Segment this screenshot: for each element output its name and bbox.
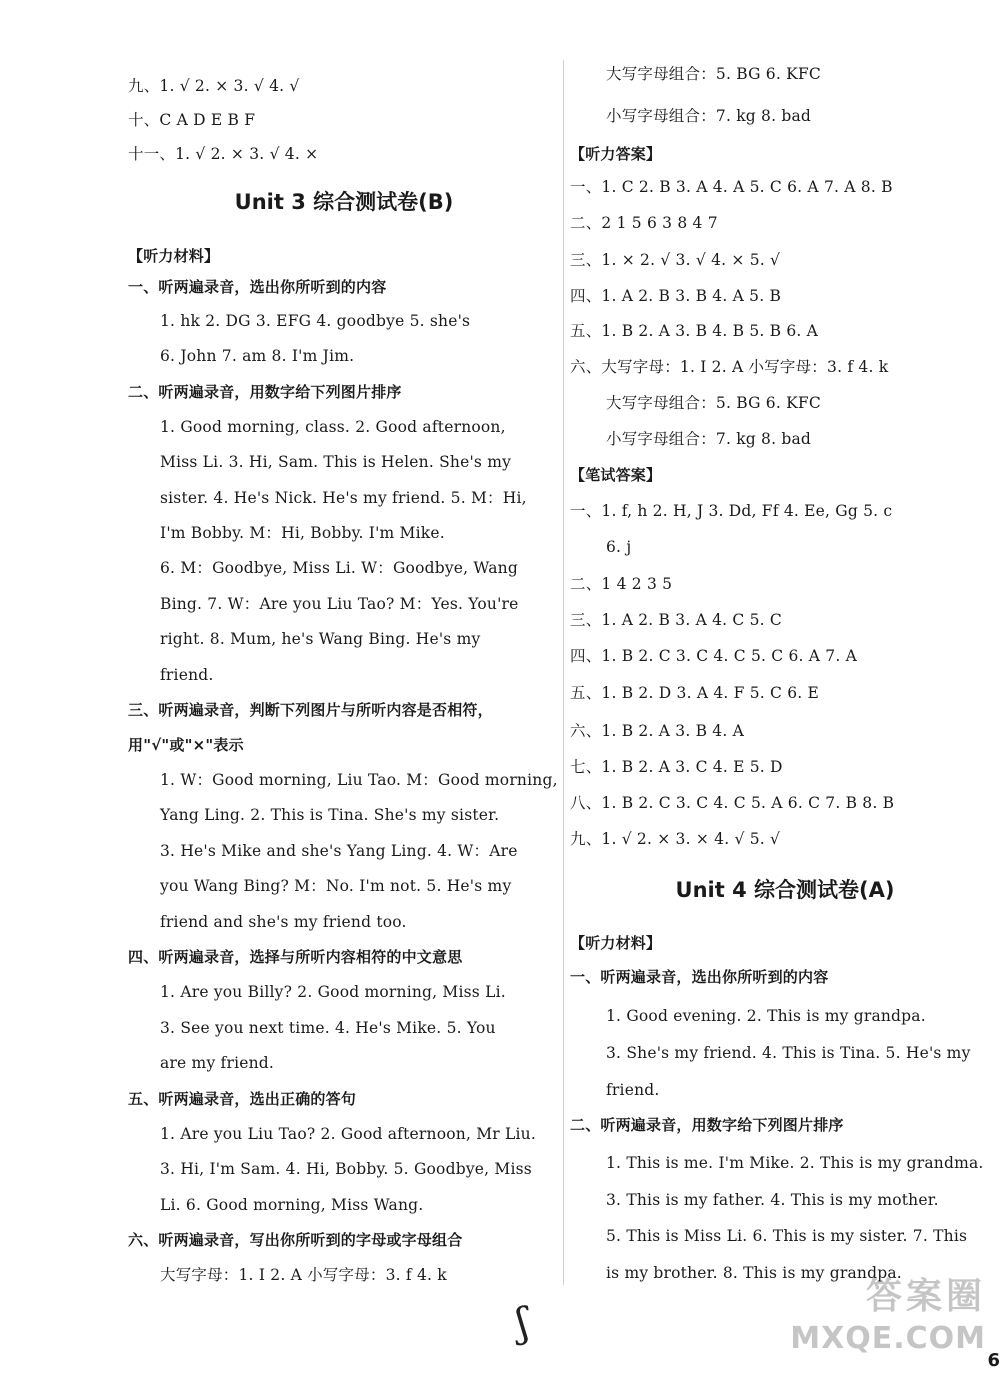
answer-line: 一、1. f, h 2. H, J 3. Dd, Ff 4. Ee, Gg 5. c: [570, 502, 893, 520]
answer-line: 八、1. B 2. C 3. C 4. C 5. A 6. C 7. B 8. B: [570, 794, 895, 812]
section-heading: 二、听两遍录音，用数字给下列图片排序: [570, 1116, 844, 1134]
answer-line: 三、1. × 2. √ 3. √ 4. × 5. √: [570, 251, 781, 269]
text-line: right. 8. Mum, he's Wang Bing. He's my: [160, 630, 481, 648]
text-line: 1. hk 2. DG 3. EFG 4. goodbye 5. she's: [160, 312, 471, 330]
text-line: 6. M：Goodbye, Miss Li. W：Goodbye, Wang: [160, 559, 518, 577]
text-line: 1. This is me. I'm Mike. 2. This is my grandma.: [606, 1154, 984, 1172]
text-line: 3. Hi, I'm Sam. 4. Hi, Bobby. 5. Goodbye, Miss: [160, 1160, 532, 1178]
section-heading: 四、听两遍录音，选择与所听内容相符的中文意思: [128, 948, 463, 966]
section-heading: 五、听两遍录音，选出正确的答句: [128, 1090, 357, 1108]
text-line: 大写字母：1. I 2. A 小写字母：3. f 4. k: [160, 1266, 447, 1284]
answer-line: 四、1. A 2. B 3. B 4. A 5. B: [570, 287, 782, 305]
text-line: Li. 6. Good morning, Miss Wang.: [160, 1196, 424, 1214]
text-line: is my brother. 8. This is my grandpa.: [606, 1264, 902, 1282]
text-line: 1. Are you Billy? 2. Good morning, Miss Li.: [160, 983, 506, 1001]
answer-line: 二、2 1 5 6 3 8 4 7: [570, 214, 718, 232]
text-line: 3. This is my father. 4. This is my mother.: [606, 1191, 939, 1209]
section-heading: 用"√"或"×"表示: [128, 736, 244, 754]
answer-line-10: 十、C A D E B F: [128, 111, 256, 129]
text-line: you Wang Bing? M：No. I'm not. 5. He's my: [160, 877, 512, 895]
text-line: friend and she's my friend too.: [160, 913, 407, 931]
text-line: 3. She's my friend. 4. This is Tina. 5. He's my: [606, 1044, 971, 1062]
text-line: sister. 4. He's Nick. He's my friend. 5. M：Hi,: [160, 489, 527, 507]
text-line: I'm Bobby. M：Hi, Bobby. I'm Mike.: [160, 524, 445, 542]
section-heading: 一、听两遍录音，选出你所听到的内容: [128, 278, 387, 296]
text-line: 5. This is Miss Li. 6. This is my sister. 7. This: [606, 1227, 968, 1245]
section-heading: 二、听两遍录音，用数字给下列图片排序: [128, 383, 402, 401]
text-line: 1. Good evening. 2. This is my grandpa.: [606, 1007, 926, 1025]
listening-material-header: 【听力材料】: [128, 247, 220, 265]
answer-line: 五、1. B 2. D 3. A 4. F 5. C 6. E: [570, 684, 820, 702]
text-line: 大写字母组合：5. BG 6. KFC: [606, 65, 821, 83]
text-line: 6. John 7. am 8. I'm Jim.: [160, 347, 355, 365]
answer-line: 四、1. B 2. C 3. C 4. C 5. C 6. A 7. A: [570, 647, 857, 665]
written-answers-header: 【笔试答案】: [570, 466, 662, 484]
column-divider: [563, 60, 564, 1285]
unit3b-title: Unit 3 综合测试卷(B): [234, 190, 454, 214]
text-line: friend.: [606, 1081, 660, 1099]
section-heading: 三、听两遍录音，判断下列图片与所听内容是否相符，: [128, 701, 493, 719]
text-line: 小写字母组合：7. kg 8. bad: [606, 107, 812, 125]
answer-line-11: 十一、1. √ 2. × 3. √ 4. ×: [128, 145, 319, 163]
answer-line: 三、1. A 2. B 3. A 4. C 5. C: [570, 611, 782, 629]
answer-line: 六、大写字母：1. I 2. A 小写字母：3. f 4. k: [570, 358, 889, 376]
text-line: Yang Ling. 2. This is Tina. She's my sister.: [160, 806, 500, 824]
section-heading: 一、听两遍录音，选出你所听到的内容: [570, 968, 829, 986]
listening-material-header: 【听力材料】: [570, 934, 662, 952]
unit4a-title: Unit 4 综合测试卷(A): [675, 878, 895, 902]
watermark: [790, 1268, 986, 1356]
text-line: 1. W：Good morning, Liu Tao. M：Good morning,: [160, 771, 558, 789]
listening-answers-header: 【听力答案】: [570, 145, 662, 163]
page-number: 6: [987, 1350, 1000, 1371]
text-line: 1. Good morning, class. 2. Good afternoon,: [160, 418, 506, 436]
watermark-url: MXQE.COM: [790, 1321, 986, 1356]
text-line: 3. See you next time. 4. He's Mike. 5. You: [160, 1019, 496, 1037]
text-line: are my friend.: [160, 1054, 275, 1072]
answer-line: 六、1. B 2. A 3. B 4. A: [570, 722, 745, 740]
text-line: 1. Are you Liu Tao? 2. Good afternoon, Mr Liu.: [160, 1125, 536, 1143]
answer-line: 6. j: [606, 538, 632, 556]
answer-line: 小写字母组合：7. kg 8. bad: [606, 430, 812, 448]
answer-line: 大写字母组合：5. BG 6. KFC: [606, 394, 821, 412]
text-line: 3. He's Mike and she's Yang Ling. 4. W：Are: [160, 842, 518, 860]
answer-line: 二、1 4 2 3 5: [570, 575, 673, 593]
text-line: friend.: [160, 666, 214, 684]
watermark-logo-text: 答案圈: [865, 1276, 986, 1317]
answer-line: 五、1. B 2. A 3. B 4. B 5. B 6. A: [570, 322, 819, 340]
answer-line: 一、1. C 2. B 3. A 4. A 5. C 6. A 7. A 8. B: [570, 178, 893, 196]
answer-line: 九、1. √ 2. × 3. × 4. √ 5. √: [570, 830, 781, 848]
text-line: Bing. 7. W：Are you Liu Tao? M：Yes. You're: [160, 595, 519, 613]
answer-line: 七、1. B 2. A 3. C 4. E 5. D: [570, 758, 783, 776]
section-heading: 六、听两遍录音，写出你所听到的字母或字母组合: [128, 1231, 463, 1249]
answer-line-9: 九、1. √ 2. × 3. √ 4. √: [128, 77, 300, 95]
text-line: Miss Li. 3. Hi, Sam. This is Helen. She's my: [160, 453, 512, 471]
handwritten-mark: ʃ: [513, 1299, 532, 1347]
